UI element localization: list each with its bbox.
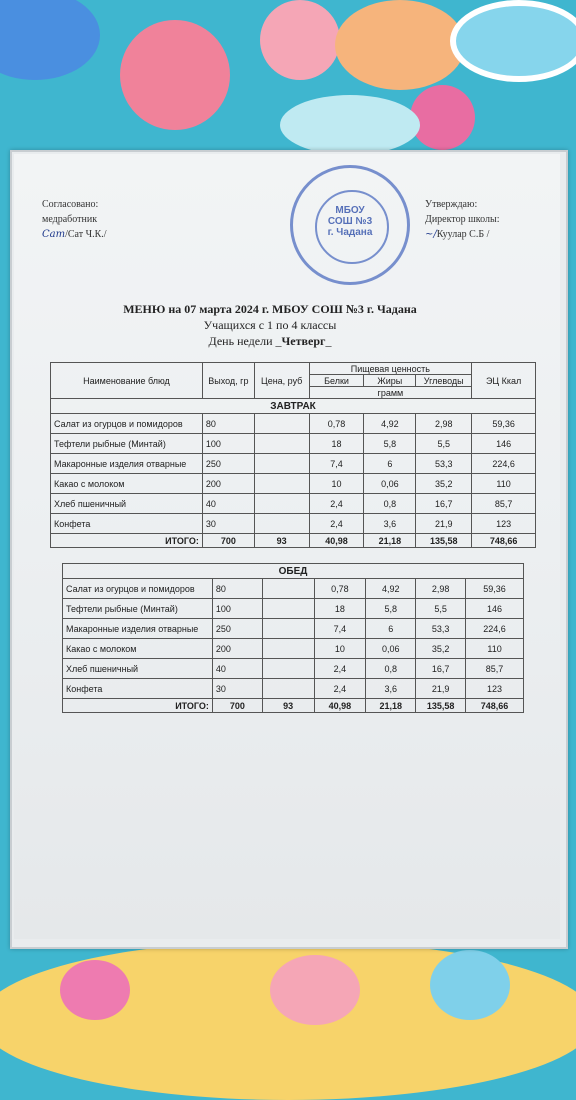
table-row <box>63 659 524 679</box>
dish-carbs: 21,9 <box>416 514 472 534</box>
dish-protein: 2,4 <box>309 494 364 514</box>
dish-yield: 200 <box>202 474 254 494</box>
total-protein: 40,98 <box>309 534 364 548</box>
dish-kcal: 85,7 <box>466 659 524 679</box>
dish-carbs: 5,5 <box>416 434 472 454</box>
total-yield: 700 <box>202 534 254 548</box>
dish-protein: 10 <box>309 474 364 494</box>
background-flower <box>430 950 510 1020</box>
dish-name: Конфета <box>51 514 203 534</box>
dish-yield: 250 <box>202 454 254 474</box>
table-row <box>63 679 524 699</box>
dish-protein: 0,78 <box>309 414 364 434</box>
col-header-unit: грамм <box>309 387 472 399</box>
total-price: 93 <box>254 534 309 548</box>
dish-carbs: 53,3 <box>416 454 472 474</box>
background-flower <box>280 95 420 155</box>
dish-kcal: 146 <box>466 599 524 619</box>
dish-price <box>254 474 309 494</box>
dish-kcal: 59,36 <box>466 579 524 599</box>
dish-price <box>262 639 314 659</box>
dish-protein: 0,78 <box>314 579 366 599</box>
dish-fat: 0,06 <box>364 474 416 494</box>
stamp-line1: МБОУ <box>335 205 365 216</box>
background-flower <box>0 0 100 80</box>
total-kcal: 748,66 <box>472 534 536 548</box>
dish-yield: 200 <box>212 639 262 659</box>
col-header-protein: Белки <box>309 375 364 387</box>
dish-yield: 100 <box>202 434 254 454</box>
section-title: ЗАВТРАК <box>51 399 536 414</box>
dish-fat: 0,8 <box>366 659 416 679</box>
dish-fat: 4,92 <box>366 579 416 599</box>
signature: Cam <box>42 229 66 240</box>
background-flower <box>60 960 130 1020</box>
background-flower <box>120 20 230 130</box>
dish-name: Какао с молоком <box>51 474 203 494</box>
dish-price <box>254 434 309 454</box>
table-row <box>63 599 524 619</box>
dish-yield: 40 <box>202 494 254 514</box>
dish-protein: 18 <box>314 599 366 619</box>
dish-kcal: 224,6 <box>472 454 536 474</box>
table-row <box>63 579 524 599</box>
section-lunch <box>63 564 524 713</box>
dish-fat: 3,6 <box>364 514 416 534</box>
dish-protein: 18 <box>309 434 364 454</box>
dish-yield: 250 <box>212 619 262 639</box>
signature: ~/ <box>425 229 437 240</box>
menu-title: МЕНЮ на 07 марта 2024 г. МБОУ СОШ №3 г. Чадана <box>123 302 417 316</box>
dish-protein: 2,4 <box>309 514 364 534</box>
total-price: 93 <box>262 699 314 713</box>
dish-carbs: 16,7 <box>416 659 466 679</box>
dish-kcal: 59,36 <box>472 414 536 434</box>
dish-price <box>254 514 309 534</box>
menu-table-lunch <box>62 563 524 713</box>
dish-kcal: 146 <box>472 434 536 454</box>
col-header-name: Наименование блюд <box>51 363 203 399</box>
approval-right <box>425 197 499 242</box>
dish-kcal: 85,7 <box>472 494 536 514</box>
col-header-nutrition: Пищевая ценность <box>309 363 472 375</box>
total-fat: 21,18 <box>364 534 416 548</box>
col-header-carbs: Углеводы <box>416 375 472 387</box>
dish-fat: 4,92 <box>364 414 416 434</box>
table-row <box>51 434 536 454</box>
approval-left-line2: медработник <box>42 214 98 225</box>
stamp-line3: г. Чадана <box>327 227 373 238</box>
col-header-price: Цена, руб <box>254 363 309 399</box>
dish-name: Конфета <box>63 679 213 699</box>
background-flower <box>410 85 475 150</box>
total-yield: 700 <box>212 699 262 713</box>
dish-carbs: 16,7 <box>416 494 472 514</box>
menu-sheet-frame <box>10 150 568 949</box>
school-stamp <box>290 165 410 285</box>
dish-name: Тефтели рыбные (Минтай) <box>63 599 213 619</box>
dish-name: Какао с молоком <box>63 639 213 659</box>
dish-carbs: 2,98 <box>416 579 466 599</box>
dish-fat: 5,8 <box>366 599 416 619</box>
section-breakfast <box>51 399 536 548</box>
total-carbs: 135,58 <box>416 699 466 713</box>
total-protein: 40,98 <box>314 699 366 713</box>
dish-kcal: 110 <box>466 639 524 659</box>
dish-price <box>262 579 314 599</box>
table-row <box>51 494 536 514</box>
dish-name: Хлеб пшеничный <box>51 494 203 514</box>
dish-price <box>262 619 314 639</box>
dish-kcal: 110 <box>472 474 536 494</box>
dish-fat: 6 <box>364 454 416 474</box>
total-label: ИТОГО: <box>51 534 203 548</box>
total-label: ИТОГО: <box>63 699 213 713</box>
dish-name: Тефтели рыбные (Минтай) <box>51 434 203 454</box>
dish-protein: 2,4 <box>314 679 366 699</box>
dish-protein: 2,4 <box>314 659 366 679</box>
dish-price <box>262 599 314 619</box>
dish-price <box>254 414 309 434</box>
total-carbs: 135,58 <box>416 534 472 548</box>
section-title: ОБЕД <box>63 564 524 579</box>
weekday-suffix: _ <box>325 334 332 348</box>
dish-price <box>262 679 314 699</box>
weekday-prefix: День недели _ <box>208 334 282 348</box>
dish-kcal: 123 <box>472 514 536 534</box>
dish-yield: 80 <box>212 579 262 599</box>
dish-yield: 30 <box>202 514 254 534</box>
background-flower <box>335 0 465 90</box>
approval-right-line1: Утверждаю: <box>425 199 478 210</box>
dish-yield: 30 <box>212 679 262 699</box>
col-header-yield: Выход, гр <box>202 363 254 399</box>
dish-protein: 10 <box>314 639 366 659</box>
dish-carbs: 2,98 <box>416 414 472 434</box>
dish-name: Макаронные изделия отварные <box>51 454 203 474</box>
background-flower <box>260 0 340 80</box>
dish-yield: 100 <box>212 599 262 619</box>
dish-name: Макаронные изделия отварные <box>63 619 213 639</box>
col-header-fat: Жиры <box>364 375 416 387</box>
dish-carbs: 21,9 <box>416 679 466 699</box>
dish-name: Салат из огурцов и помидоров <box>63 579 213 599</box>
weekday-line <box>60 334 480 349</box>
approval-right-line2: Директор школы: <box>425 214 500 225</box>
total-row <box>63 699 524 713</box>
dish-name: Салат из огурцов и помидоров <box>51 414 203 434</box>
menu-subtitle: Учащихся с 1 по 4 классы <box>203 318 337 332</box>
menu-table <box>50 362 536 548</box>
table-row <box>51 474 536 494</box>
dish-fat: 0,8 <box>364 494 416 514</box>
approval-right-signature-name: Куулар С.Б / <box>436 229 490 240</box>
table-row <box>63 619 524 639</box>
table-row <box>51 414 536 434</box>
dish-yield: 40 <box>212 659 262 679</box>
total-kcal: 748,66 <box>466 699 524 713</box>
table-row <box>51 514 536 534</box>
dish-fat: 0,06 <box>366 639 416 659</box>
dish-protein: 7,4 <box>309 454 364 474</box>
dish-kcal: 123 <box>466 679 524 699</box>
dish-price <box>254 454 309 474</box>
dish-protein: 7,4 <box>314 619 366 639</box>
dish-name: Хлеб пшеничный <box>63 659 213 679</box>
background-flower <box>270 955 360 1025</box>
table-row <box>63 639 524 659</box>
dish-carbs: 35,2 <box>416 639 466 659</box>
dish-kcal: 224,6 <box>466 619 524 639</box>
total-fat: 21,18 <box>366 699 416 713</box>
stamp-line2: СОШ №3 <box>327 216 373 227</box>
background-flower <box>450 0 576 82</box>
dish-carbs: 53,3 <box>416 619 466 639</box>
dish-carbs: 35,2 <box>416 474 472 494</box>
approval-left <box>42 197 107 242</box>
approval-left-signature-name: /Сат Ч.К./ <box>65 229 107 240</box>
total-row <box>51 534 536 548</box>
table-row <box>51 454 536 474</box>
dish-yield: 80 <box>202 414 254 434</box>
col-header-kcal: ЭЦ Ккал <box>472 363 536 399</box>
weekday: Четверг <box>281 334 326 348</box>
dish-price <box>262 659 314 679</box>
dish-price <box>254 494 309 514</box>
dish-fat: 3,6 <box>366 679 416 699</box>
dish-carbs: 5,5 <box>416 599 466 619</box>
approval-left-line1: Согласовано: <box>42 199 99 210</box>
dish-fat: 5,8 <box>364 434 416 454</box>
dish-fat: 6 <box>366 619 416 639</box>
